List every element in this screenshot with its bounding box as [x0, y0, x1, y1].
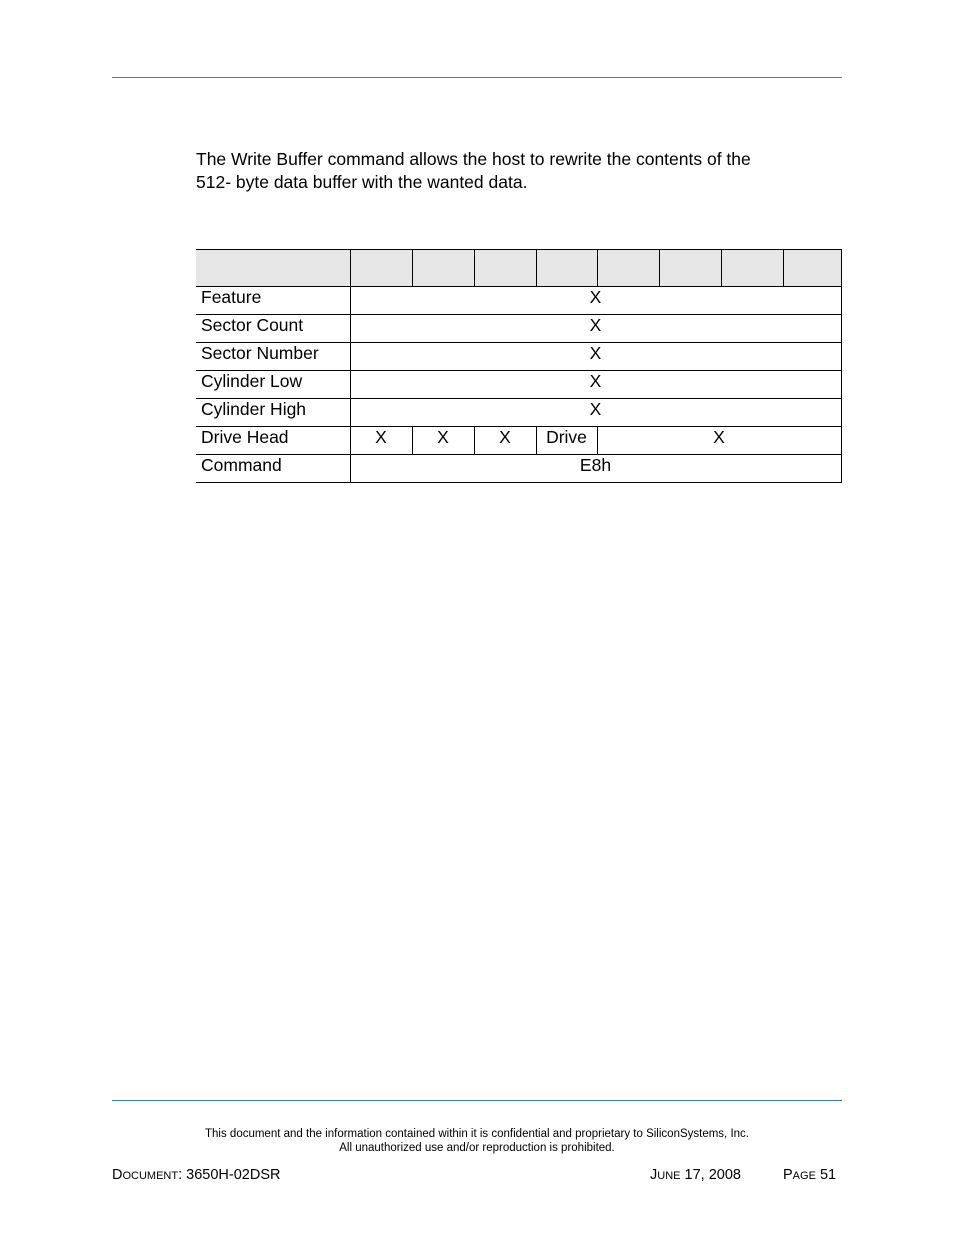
page-number: 51	[819, 1167, 837, 1183]
confidentiality-notice	[112, 1128, 842, 1155]
register-value: X	[350, 315, 841, 343]
table-row-drive-head	[196, 427, 841, 455]
table-row-cylinder-high	[196, 399, 841, 427]
header-cell-bit	[721, 250, 783, 287]
header-cell-bit	[350, 250, 412, 287]
register-table	[196, 249, 842, 483]
header-cell-bit	[597, 250, 659, 287]
header-cell-bit	[474, 250, 536, 287]
bit-cell: X	[474, 427, 536, 455]
header-cell-bit	[536, 250, 597, 287]
register-value: X	[350, 371, 841, 399]
register-name: Drive Head	[196, 427, 350, 455]
table-row-cylinder-low	[196, 371, 841, 399]
footer-rule	[112, 1100, 842, 1101]
drive-bit-cell: Drive	[536, 427, 597, 455]
date-text: JUNE 17, 2008	[650, 1167, 741, 1183]
document-number: 3650H-02DSR	[186, 1167, 281, 1183]
page-indicator	[783, 1166, 836, 1185]
notice-line-1: This document and the information contained within it is confidential and proprietary to SiliconSystems, Inc.	[205, 1128, 749, 1140]
header-cell-bit	[783, 250, 841, 287]
notice-line-2: All unauthorized use and/or reproduction is prohibited.	[339, 1141, 615, 1154]
bit-cell: X	[350, 427, 412, 455]
table-header-row	[196, 250, 841, 287]
register-name: Sector Count	[196, 315, 350, 343]
table-row-sector-number	[196, 343, 841, 371]
register-name: Cylinder High	[196, 399, 350, 427]
register-value: X	[350, 287, 841, 315]
header-cell-register	[196, 250, 350, 287]
description-line-2: 512- byte data buffer with the wanted data.	[196, 172, 528, 192]
register-name: Feature	[196, 287, 350, 315]
register-name: Cylinder Low	[196, 371, 350, 399]
header-rule	[112, 77, 842, 78]
table-row-sector-count	[196, 315, 841, 343]
header-cell-bit	[412, 250, 474, 287]
document-id: DOCUMENT: 3650H-02DSR	[112, 1167, 281, 1183]
table-row-command	[196, 455, 841, 483]
document-date	[650, 1166, 741, 1185]
page-label: PAGE	[783, 1167, 816, 1183]
table-row-feature	[196, 287, 841, 315]
bit-cell: X	[412, 427, 474, 455]
register-value: E8h	[350, 455, 841, 483]
register-value: X	[350, 343, 841, 371]
head-bits-cell: X	[597, 427, 841, 455]
register-name: Sector Number	[196, 343, 350, 371]
description-line-1: The Write Buffer command allows the host to rewrite the contents of the	[196, 149, 751, 169]
register-name: Command	[196, 455, 350, 483]
register-value: X	[350, 399, 841, 427]
command-description	[196, 148, 816, 194]
document-label: DOCUMENT	[112, 1167, 179, 1183]
header-cell-bit	[659, 250, 721, 287]
